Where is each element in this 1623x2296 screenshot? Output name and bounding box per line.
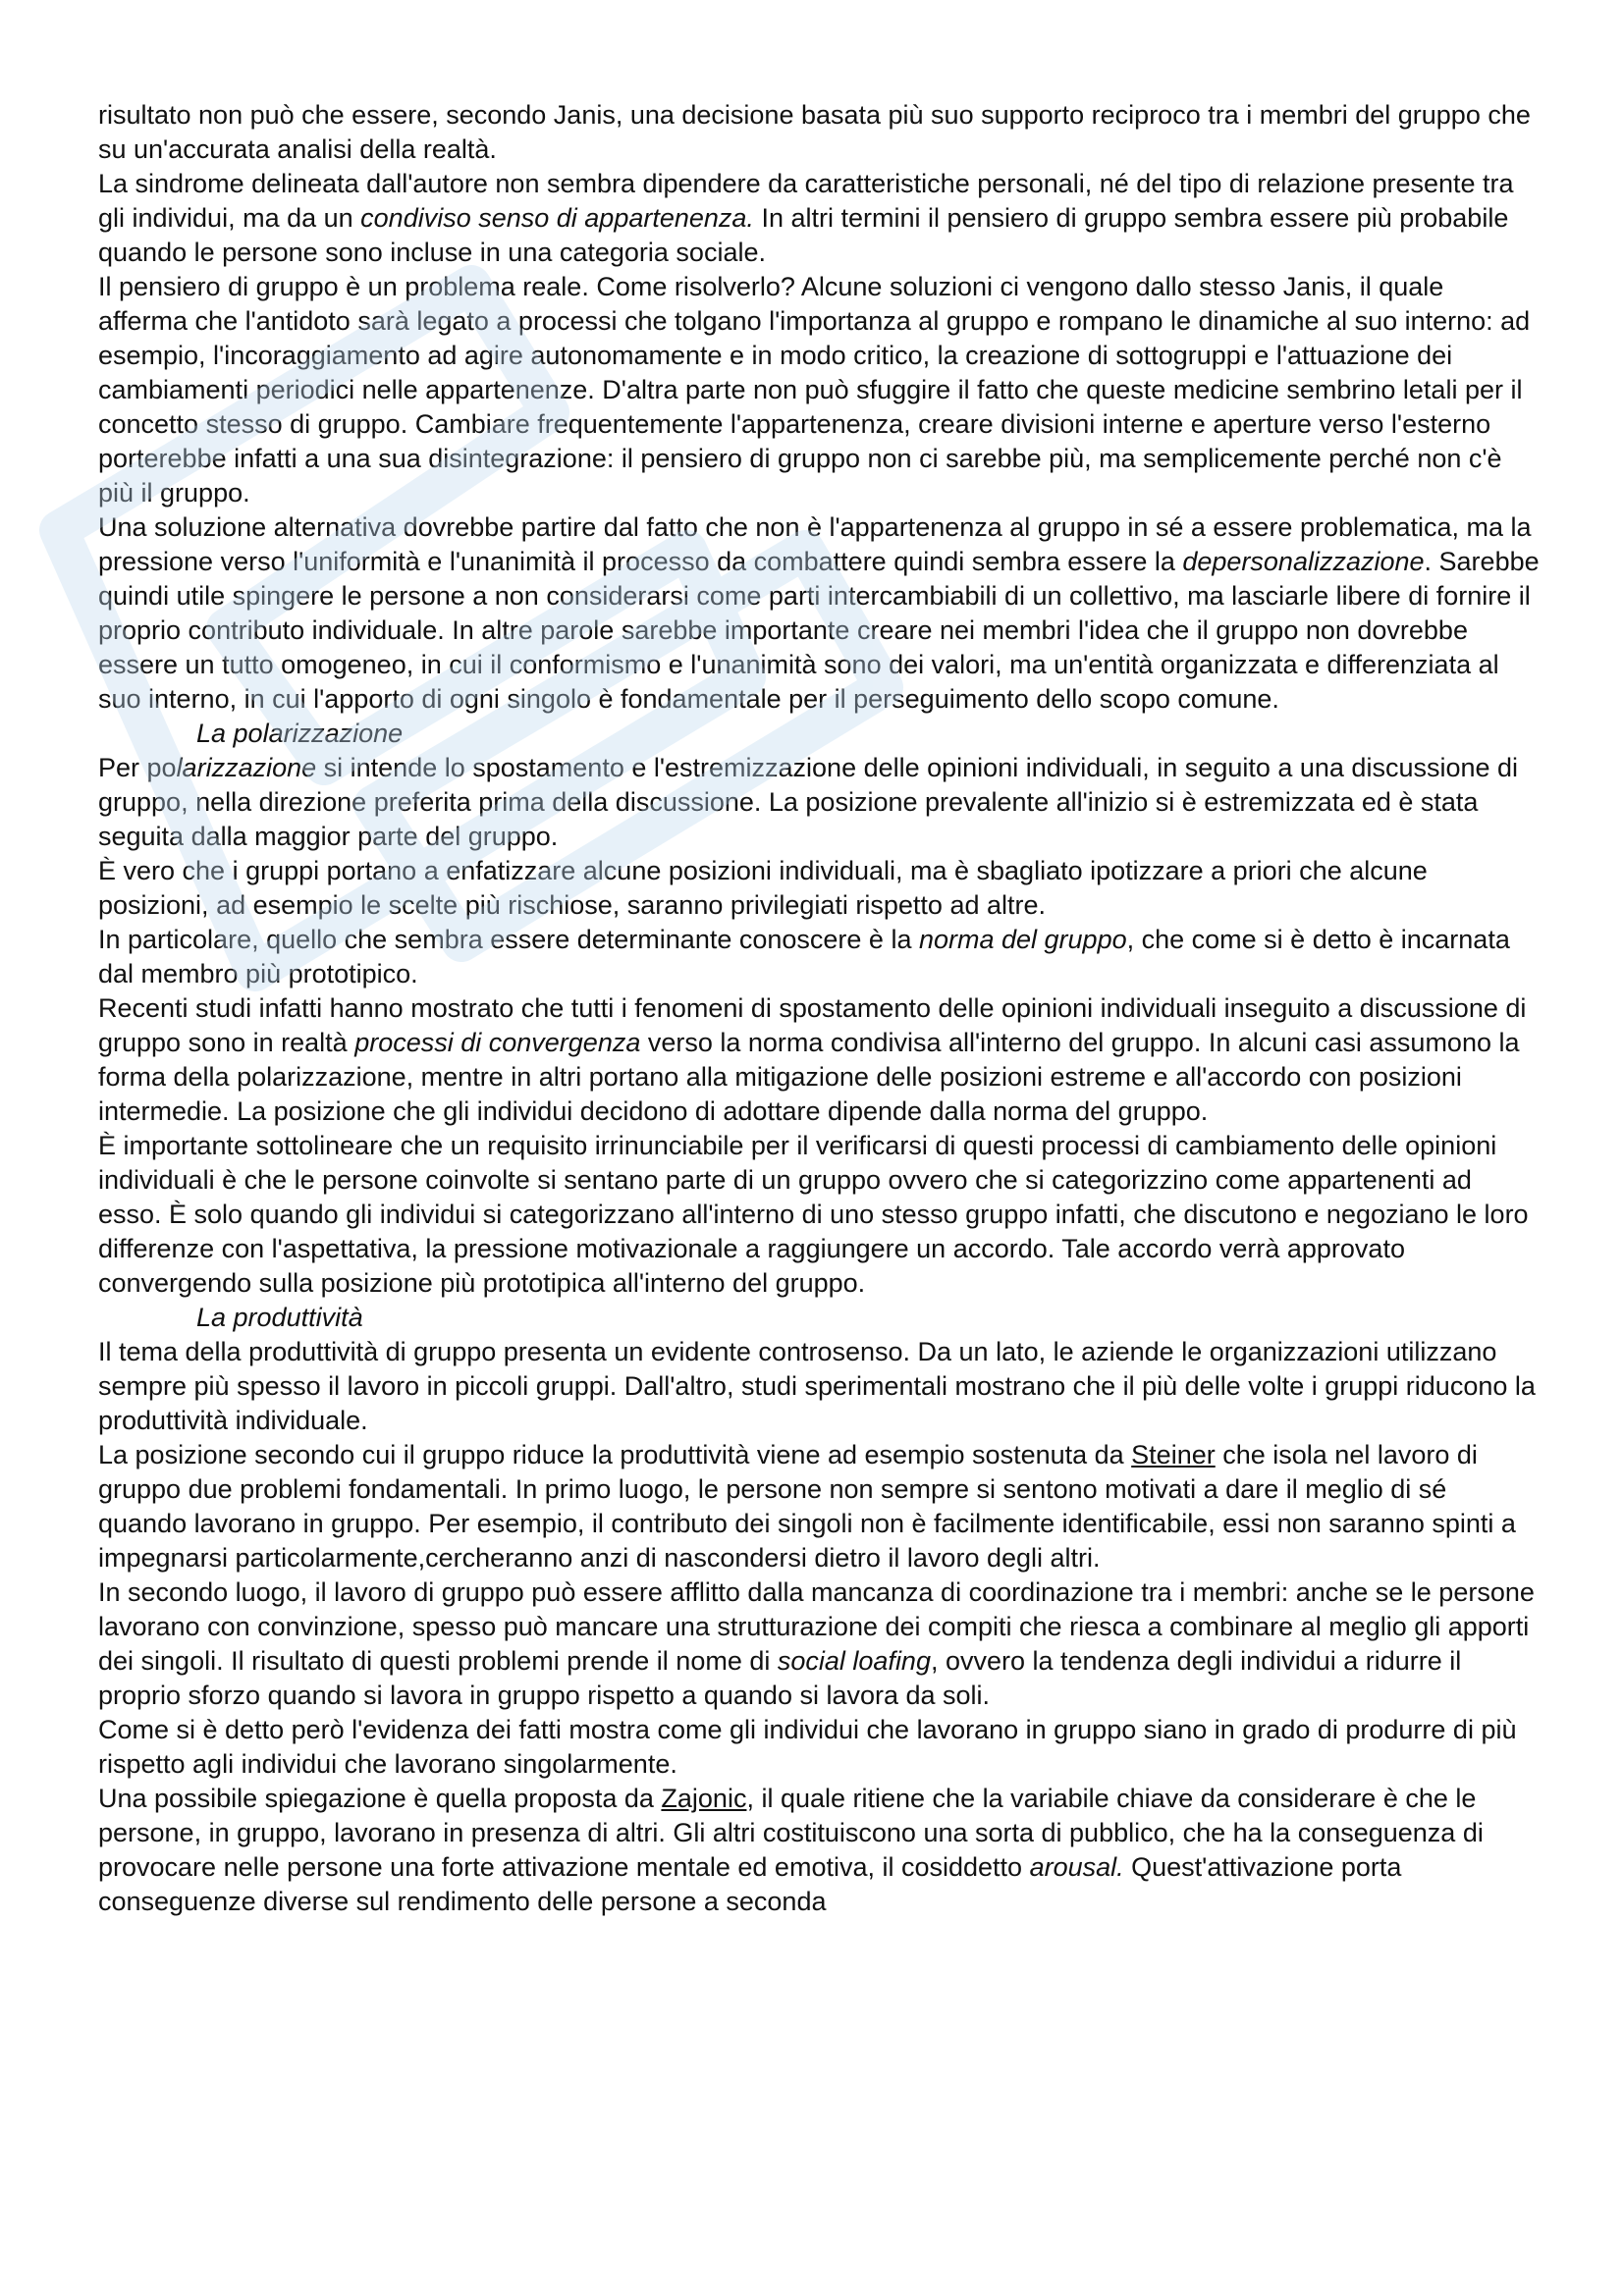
body-paragraph	[98, 854, 1540, 923]
text-span: Quest'attivazione porta conseguenze diverse sul rendimento delle persone a seconda	[98, 1852, 1402, 1916]
section-heading	[98, 1301, 1540, 1335]
text-span: La sindrome delineata dall'autore non sembra dipendere da caratteristiche personali, né del tipo di relazione presente tra gli individui, ma da un	[98, 169, 1514, 233]
italic-text: condiviso senso di appartenenza.	[360, 203, 754, 233]
body-paragraph	[98, 751, 1540, 854]
text-span: Il pensiero di gruppo è un problema reale. Come risolverlo? Alcune soluzioni ci vengono dallo stesso Janis, il quale afferma che l'antidoto sarà legato a processi che tolgano l'importanza al gruppo e rompano le dinamiche al suo interno: ad esempio, l'incoraggiamento ad agire autonomamente e in modo critico, la creazione di sottogruppi e l'attuazione dei cambiamenti periodici nelle appartenenze. D'altra parte non può sfuggire il fatto che queste medicine sembrino letali per il concetto stesso di gruppo. Cambiare frequentemente l'appartenenza, creare divisioni interne e aperture verso l'esterno porterebbe infatti a una sua disintegrazione: il pensiero di gruppo non ci sarebbe più, ma semplicemente perché non c'è più il gruppo.	[98, 272, 1531, 507]
underlined-text: Steiner	[1131, 1440, 1216, 1469]
body-paragraph	[98, 923, 1540, 991]
italic-text: norma del gruppo	[918, 925, 1127, 954]
text-span: Il tema della produttività di gruppo presenta un evidente controsenso. Da un lato, le aziende le organizzazioni utilizzano sempre più spesso il lavoro in piccoli gruppi. Dall'altro, studi sperimentali mostrano che il più delle volte i gruppi riducono la produttività individuale.	[98, 1337, 1536, 1435]
text-span: È vero che i gruppi portano a enfatizzare alcune posizioni individuali, ma è sbagliato ipotizzare a priori che alcune posizioni, ad esempio le scelte più rischiose, saranno privilegiati rispetto ad altre.	[98, 856, 1428, 920]
body-paragraph	[98, 1713, 1540, 1782]
italic-text: arousal.	[1029, 1852, 1124, 1882]
document-page	[98, 98, 1540, 1919]
section-heading	[98, 717, 1540, 751]
italic-text: La produttività	[196, 1303, 363, 1332]
underlined-text: Zajonic	[661, 1784, 747, 1813]
body-paragraph	[98, 510, 1540, 717]
text-span: Recenti studi infatti hanno mostrato che tutti i fenomeni di spostamento delle opinioni individuali inseguito a discussione di gruppo sono in realtà	[98, 993, 1527, 1057]
text-span: Per po	[98, 753, 177, 782]
body-paragraph	[98, 1575, 1540, 1713]
text-span: che isola nel lavoro di gruppo due problemi fondamentali. In primo luogo, le persone non sempre si sentono motivati a dare il meglio di sé quando lavorano in gruppo. Per esempio, il contributo dei singoli non è facilmente identificabile, essi non saranno spinti a impegnarsi particolarmente,cercheranno anzi di nascondersi dietro il lavoro degli altri.	[98, 1440, 1516, 1573]
text-span: verso la norma condivisa all'interno del gruppo. In alcuni casi assumono la forma della polarizzazione, mentre in altri portano alla mitigazione delle posizioni estreme e all'accordo con posizioni intermedie. La posizione che gli individui decidono di adottare dipende dalla norma del gruppo.	[98, 1028, 1520, 1126]
body-paragraph	[98, 1129, 1540, 1301]
text-span: , il quale ritiene che la variabile chiave da considerare è che le persone, in gruppo, lavorano in presenza di altri. Gli altri costituiscono una sorta di pubblico, che ha la conseguenza di provocare nelle persone una forte attivazione mentale ed emotiva, il cosiddetto	[98, 1784, 1484, 1882]
italic-text: depersonalizzazione	[1182, 547, 1425, 576]
text-span: In particolare, quello che sembra essere determinante conoscere è la	[98, 925, 919, 954]
body-paragraph	[98, 98, 1540, 167]
text-span: La posizione secondo cui il gruppo riduce la produttività viene ad esempio sostenuta da	[98, 1440, 1132, 1469]
text-span: Come si è detto però l'evidenza dei fatti mostra come gli individui che lavorano in gruppo siano in grado di produrre di più rispetto agli individui che lavorano singolarmente.	[98, 1715, 1517, 1779]
italic-text: larizzazione	[176, 753, 317, 782]
body-paragraph	[98, 991, 1540, 1129]
body-paragraph	[98, 1335, 1540, 1438]
italic-text: La polarizzazione	[196, 719, 404, 748]
text-span: In altri termini il pensiero di gruppo sembra essere più probabile quando le persone sono incluse in una categoria sociale.	[98, 203, 1509, 267]
text-span: , ovvero la tendenza degli individui a ridurre il proprio sforzo quando si lavora in gruppo rispetto a quando si lavora da soli.	[98, 1646, 1462, 1710]
text-span: Una soluzione alternativa dovrebbe partire dal fatto che non è l'appartenenza al gruppo in sé a essere problematica, ma la pressione verso l'uniformità e l'unanimità il processo da combattere quindi sembra essere la	[98, 512, 1532, 576]
text-span: Una possibile spiegazione è quella proposta da	[98, 1784, 662, 1813]
text-span: È importante sottolineare che un requisito irrinunciabile per il verificarsi di questi processi di cambiamento delle opinioni individuali è che le persone coinvolte si sentano parte di un gruppo ovvero che si categorizzino come appartenenti ad esso. È solo quando gli individui si categorizzano all'interno di uno stesso gruppo infatti, che discutono e negoziano le loro differenze con l'aspettativa, la pressione motivazionale a raggiungere un accordo. Tale accordo verrà approvato convergendo sulla posizione più prototipica all'interno del gruppo.	[98, 1131, 1529, 1298]
text-span: . Sarebbe quindi utile spingere le persone a non considerarsi come parti intercambiabili di un collettivo, ma lasciarle libere di fornire il proprio contributo individuale. In altre parole sarebbe importante creare nei membri l'idea che il gruppo non dovrebbe essere un tutto omogeneo, in cui il conformismo e l'unanimità sono dei valori, ma un'entità organizzata e differenziata al suo interno, in cui l'apporto di ogni singolo è fondamentale per il perseguimento dello scopo comune.	[98, 547, 1540, 714]
body-paragraph	[98, 1782, 1540, 1919]
italic-text: social loafing	[777, 1646, 931, 1676]
text-span: In secondo luogo, il lavoro di gruppo può essere afflitto dalla mancanza di coordinazione tra i membri: anche se le persone lavorano con convinzione, spesso può mancare una strutturazione dei compiti che riesca a combinare al meglio gli apporti dei singoli. Il risultato di questi problemi prende il nome di	[98, 1577, 1535, 1676]
italic-text: processi di convergenza	[354, 1028, 641, 1057]
body-paragraph	[98, 1438, 1540, 1575]
text-span: , che come si è detto è incarnata dal membro più prototipico.	[98, 925, 1510, 988]
body-paragraph	[98, 270, 1540, 510]
body-paragraph	[98, 167, 1540, 270]
text-span: risultato non può che essere, secondo Janis, una decisione basata più suo supporto reciproco tra i membri del gruppo che su un'accurata analisi della realtà.	[98, 100, 1531, 164]
text-span: si intende lo spostamento e l'estremizzazione delle opinioni individuali, in seguito a una discussione di gruppo, nella direzione preferita prima della discussione. La posizione prevalente all'inizio si è estremizzata ed è stata seguita dalla maggior parte del gruppo.	[98, 753, 1519, 851]
